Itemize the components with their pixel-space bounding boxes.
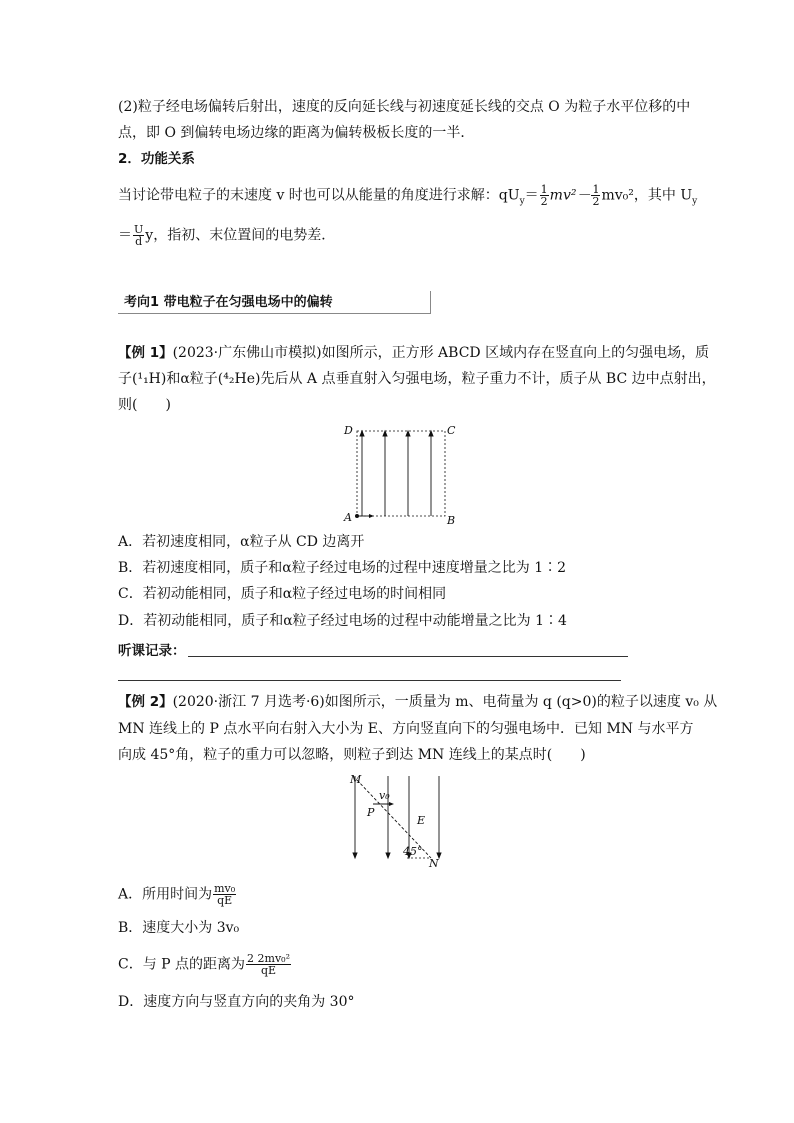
half-fraction-2 <box>591 184 600 207</box>
example2-option-a <box>118 883 237 906</box>
v0-arrowhead <box>389 802 394 806</box>
label-d: D <box>344 424 353 437</box>
uy-sub: y <box>519 196 525 207</box>
example1-option-c: C．若初动能相同，质子和α粒子经过电场的时间相同 <box>118 586 447 602</box>
notes-line-2[interactable] <box>118 680 621 681</box>
label-m: M <box>350 773 362 786</box>
frac-num: U <box>134 223 144 236</box>
field-lines <box>360 431 433 516</box>
half-fraction <box>540 184 549 207</box>
frac-num: 1 <box>592 183 600 196</box>
label-b: B <box>447 514 456 527</box>
mv02-term: mv₀²，其中 U <box>601 187 693 204</box>
square-abcd <box>357 431 445 516</box>
energy-text: 当讨论带电粒子的末速度 v 时也可以从能量的角度进行求解：qU <box>118 187 520 204</box>
example1-option-a: A．若初速度相同，α粒子从 CD 边离开 <box>118 534 365 550</box>
equals: ＝ <box>524 187 539 204</box>
notes-line-1[interactable] <box>188 656 628 657</box>
uy-rest: y，指初、末位置间的电势差． <box>145 227 336 244</box>
label-v0: v₀ <box>379 789 390 802</box>
distance-fraction <box>246 953 291 976</box>
example1-line-2: 子(¹₁H)和α粒子(⁴₂He)先后从 A 点垂直射入匀强电场，粒子重力不计，质子从 BC 边中点射出， <box>118 371 716 387</box>
label-c: C <box>447 424 456 437</box>
frac-den: 2 <box>592 195 600 208</box>
frac-num: 1 <box>540 183 548 196</box>
example1-text-1: (2023·广东佛山市模拟)如图所示，正方形 ABCD 区域内存在竖直向上的匀强电场，质 <box>172 345 710 361</box>
square-field-figure <box>335 420 465 528</box>
uy-formula-line <box>118 224 335 247</box>
time-fraction <box>213 883 236 906</box>
heading-energy: 2．功能关系 <box>118 151 195 167</box>
frac-num: mv₀ <box>214 882 236 895</box>
label-e: E <box>417 814 426 827</box>
example2-line-2: MN 连线上的 P 点水平向右射入大小为 E、方向竖直向下的匀强电场中．已知 MN 与水平方 <box>118 721 694 737</box>
u-over-d-fraction <box>133 224 144 247</box>
example1-option-d: D．若初动能相同，质子和α粒子经过电场的过程中动能增量之比为 1∶4 <box>118 613 567 629</box>
option-a-label: A．所用时间为 <box>118 886 213 903</box>
example1-line-1 <box>118 343 709 363</box>
example2-tag: 【例 2】 <box>118 694 173 710</box>
frac-den: d <box>135 235 143 248</box>
example2-option-c <box>118 953 292 976</box>
section-title: 考向1 带电粒子在匀强电场中的偏转 <box>124 295 333 310</box>
label-a: A <box>344 511 352 524</box>
section-header <box>118 291 431 314</box>
example2-line-3: 向成 45°角，粒子的重力可以忽略，则粒子到达 MN 连线上的某点时( ) <box>118 747 586 763</box>
example1-option-b: B．若初速度相同，质子和α粒子经过电场的过程中速度增量之比为 1∶2 <box>118 560 567 576</box>
frac-den: qE <box>217 894 233 907</box>
example2-text-1: (2020·浙江 7 月选考·6)如图所示，一质量为 m、电荷量为 q (q>0)的粒子以速度 v₀ 从 <box>172 694 718 710</box>
example1-tag: 【例 1】 <box>118 345 173 361</box>
label-45deg: 45° <box>403 845 423 858</box>
intro-line-1: (2)粒子经电场偏转后射出，速度的反向延长线与初速度延长线的交点 O 为粒子水平位移的中 <box>118 99 691 115</box>
notes-label: 听课记录： <box>118 643 186 659</box>
label-p: P <box>367 806 375 819</box>
velocity-arrowhead <box>369 514 374 518</box>
equals-2: ＝ <box>118 227 132 244</box>
diagonal-field-figure <box>345 772 455 868</box>
frac-den: 2 <box>540 195 548 208</box>
example2-line-1 <box>118 692 717 712</box>
intro-line-2: 点，即 O 到偏转电场边缘的距离为偏转极板长度的一半． <box>118 125 475 141</box>
uy-sub-2: y <box>692 196 698 207</box>
frac-num: 2 2mv₀² <box>247 952 291 965</box>
frac-den: qE <box>260 964 277 977</box>
option-c-label: C．与 P 点的距离为 <box>118 956 246 973</box>
example1-line-3: 则( ) <box>118 397 171 413</box>
example2-option-b: B．速度大小为 3v₀ <box>118 920 240 936</box>
energy-formula-line <box>118 184 697 211</box>
mv2-term: mv²－ <box>549 187 591 204</box>
example2-option-d: D．速度方向与竖直方向的夹角为 30° <box>118 994 355 1010</box>
label-n: N <box>429 857 439 868</box>
